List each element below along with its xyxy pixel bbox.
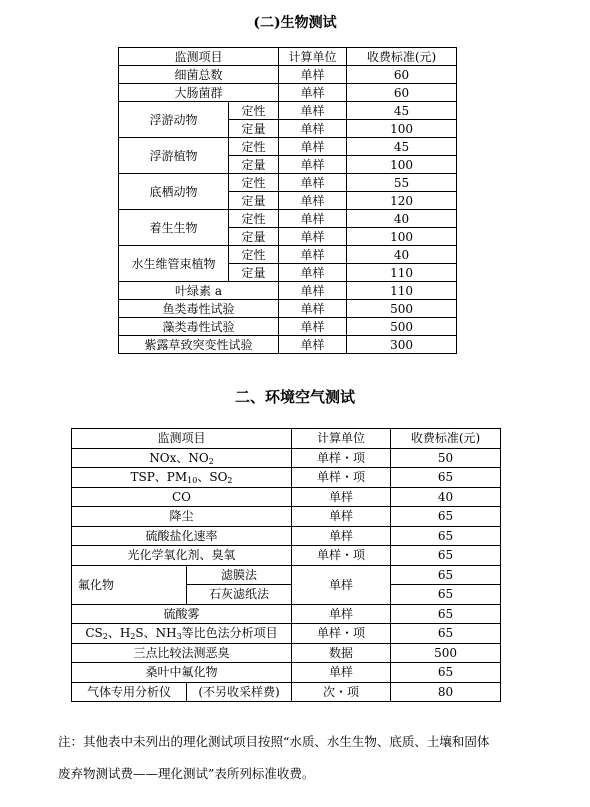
table-row <box>72 663 501 683</box>
table-row <box>72 604 501 624</box>
table-header-row <box>119 48 457 66</box>
item-cell <box>72 624 292 644</box>
fee-cell: 65 <box>391 507 501 527</box>
unit-cell: 单样 <box>279 192 347 210</box>
fee-cell: 110 <box>347 264 457 282</box>
unit-cell: 单样 <box>279 336 347 354</box>
header-fee: 收费标准(元) <box>391 429 501 449</box>
item-cell: 降尘 <box>72 507 292 527</box>
fee-cell: 100 <box>347 120 457 138</box>
fee-cell: 300 <box>347 336 457 354</box>
unit-cell: 数据 <box>292 643 391 663</box>
fee-cell: 110 <box>347 282 457 300</box>
unit-cell: 单样 <box>279 282 347 300</box>
subscript: 2 <box>130 632 136 642</box>
table-row <box>72 565 501 585</box>
table-row <box>119 282 457 300</box>
fee-cell: 65 <box>391 585 501 605</box>
header-unit: 计算单位 <box>292 429 391 449</box>
item-cell: 叶绿素 a <box>119 282 279 300</box>
item-cell: 着生生物 <box>119 210 229 246</box>
table-row <box>72 682 501 702</box>
item-cell: 大肠菌群 <box>119 84 279 102</box>
item-cell: 浮游动物 <box>119 102 229 138</box>
item-text: NOx、NO <box>149 450 209 465</box>
header-fee: 收费标准(元) <box>347 48 457 66</box>
table-row <box>119 336 457 354</box>
table-row <box>72 546 501 566</box>
table-row <box>72 448 501 468</box>
unit-cell: 单样・项 <box>292 546 391 566</box>
unit-cell: 单样 <box>279 156 347 174</box>
fee-cell: 500 <box>347 318 457 336</box>
subscript: 10 <box>187 476 198 486</box>
table-row <box>119 174 457 192</box>
unit-cell: 单样・项 <box>292 448 391 468</box>
fee-cell: 80 <box>391 682 501 702</box>
fee-cell: 40 <box>391 487 501 507</box>
header-unit: 计算单位 <box>279 48 347 66</box>
unit-cell: 单样・项 <box>292 624 391 644</box>
fee-cell: 60 <box>347 84 457 102</box>
item-cell: 水生维管束植物 <box>119 246 229 282</box>
unit-cell: 单样 <box>279 210 347 228</box>
table-row <box>119 84 457 102</box>
table-row <box>72 643 501 663</box>
fee-cell: 65 <box>391 546 501 566</box>
item-text: S、NH <box>135 626 177 641</box>
fee-cell: 65 <box>391 604 501 624</box>
unit-cell: 单样 <box>279 300 347 318</box>
item-cell: 桑叶中氟化物 <box>72 663 292 683</box>
fee-cell: 65 <box>391 565 501 585</box>
air-fee-table <box>71 428 501 702</box>
unit-cell: 单样 <box>292 507 391 527</box>
item-cell: 藻类毒性试验 <box>119 318 279 336</box>
item-cell: 浮游植物 <box>119 138 229 174</box>
subitem-cell: 定量 <box>229 192 279 210</box>
unit-cell: 单样 <box>292 565 391 604</box>
item-cell: 气体专用分析仪 <box>72 682 187 702</box>
unit-cell: 单样 <box>279 246 347 264</box>
fee-cell: 65 <box>391 526 501 546</box>
fee-cell: 500 <box>391 643 501 663</box>
unit-cell: 单样 <box>279 264 347 282</box>
table-row <box>119 246 457 264</box>
unit-cell: 单样・项 <box>292 468 391 488</box>
item-cell <box>72 468 292 488</box>
table-row <box>119 102 457 120</box>
subscript: 2 <box>227 476 233 486</box>
unit-cell: 单样 <box>279 84 347 102</box>
unit-cell: 单样 <box>292 526 391 546</box>
table-row <box>72 468 501 488</box>
fee-cell: 45 <box>347 102 457 120</box>
item-cell: 鱼类毒性试验 <box>119 300 279 318</box>
subitem-cell: 定量 <box>229 120 279 138</box>
unit-cell: 单样 <box>292 663 391 683</box>
subitem-cell: 定量 <box>229 264 279 282</box>
item-cell: 光化学氧化剂、臭氧 <box>72 546 292 566</box>
fee-cell: 50 <box>391 448 501 468</box>
item-cell: 硫酸雾 <box>72 604 292 624</box>
item-cell: 紫露草致突变性试验 <box>119 336 279 354</box>
item-text: 等比色法分析项目 <box>181 626 278 641</box>
air-section-title: 二、环境空气测试 <box>234 388 355 406</box>
item-cell: 硫酸盐化速率 <box>72 526 292 546</box>
fee-cell: 40 <box>347 246 457 264</box>
item-text: TSP、PM <box>130 470 188 485</box>
unit-cell: 单样 <box>279 318 347 336</box>
unit-cell: 单样 <box>279 228 347 246</box>
fee-cell: 100 <box>347 228 457 246</box>
item-cell: 三点比较法测恶臭 <box>72 643 292 663</box>
item-cell: 底栖动物 <box>119 174 229 210</box>
subitem-cell: 石灰滤纸法 <box>187 585 292 605</box>
item-cell: 细菌总数 <box>119 66 279 84</box>
table-row <box>119 300 457 318</box>
subitem-cell: 定性 <box>229 138 279 156</box>
subitem-cell: 定性 <box>229 174 279 192</box>
table-row <box>72 624 501 644</box>
subitem-cell: 定量 <box>229 156 279 174</box>
table-row <box>72 507 501 527</box>
item-cell: 氟化物 <box>72 565 187 604</box>
fee-cell: 120 <box>347 192 457 210</box>
header-item: 监测项目 <box>119 48 279 66</box>
table-row <box>119 210 457 228</box>
fee-cell: 55 <box>347 174 457 192</box>
unit-cell: 次・项 <box>292 682 391 702</box>
table-header-row <box>72 429 501 449</box>
bio-fee-table <box>118 47 457 354</box>
fee-cell: 65 <box>391 624 501 644</box>
fee-cell: 500 <box>347 300 457 318</box>
footnote-line-1: 注：其他表中未列出的理化测试项目按照“水质、水生生物、底质、土壤和固体 <box>58 734 490 749</box>
table-row <box>72 526 501 546</box>
unit-cell: 单样 <box>292 604 391 624</box>
subitem-cell: 定性 <box>229 102 279 120</box>
table-row <box>72 487 501 507</box>
unit-cell: 单样 <box>292 487 391 507</box>
subitem-cell: 滤膜法 <box>187 565 292 585</box>
table-row <box>119 318 457 336</box>
unit-cell: 单样 <box>279 138 347 156</box>
fee-cell: 100 <box>347 156 457 174</box>
fee-cell: 45 <box>347 138 457 156</box>
subscript: 2 <box>102 632 108 642</box>
unit-cell: 单样 <box>279 102 347 120</box>
table-row <box>119 138 457 156</box>
item-text: 、H <box>107 626 131 641</box>
subitem-cell: 定性 <box>229 246 279 264</box>
fee-cell: 60 <box>347 66 457 84</box>
item-text: 、SO <box>197 470 228 485</box>
fee-cell: 40 <box>347 210 457 228</box>
subitem-cell: 定量 <box>229 228 279 246</box>
unit-cell: 单样 <box>279 120 347 138</box>
fee-cell: 65 <box>391 468 501 488</box>
bio-section-title: (二)生物测试 <box>253 15 337 31</box>
header-item: 监测项目 <box>72 429 292 449</box>
unit-cell: 单样 <box>279 66 347 84</box>
item-cell: CO <box>72 487 292 507</box>
footnote-line-2: 废弃物测试费——理化测试”表所列标准收费。 <box>58 766 315 781</box>
subscript: 2 <box>208 456 214 466</box>
unit-cell: 单样 <box>279 174 347 192</box>
item-cell <box>72 448 292 468</box>
fee-cell: 65 <box>391 663 501 683</box>
subitem-cell: 定性 <box>229 210 279 228</box>
table-row <box>119 66 457 84</box>
subscript: 3 <box>176 632 182 642</box>
item-text: CS <box>85 626 103 641</box>
item-note-cell: (不另收采样费) <box>187 682 292 702</box>
